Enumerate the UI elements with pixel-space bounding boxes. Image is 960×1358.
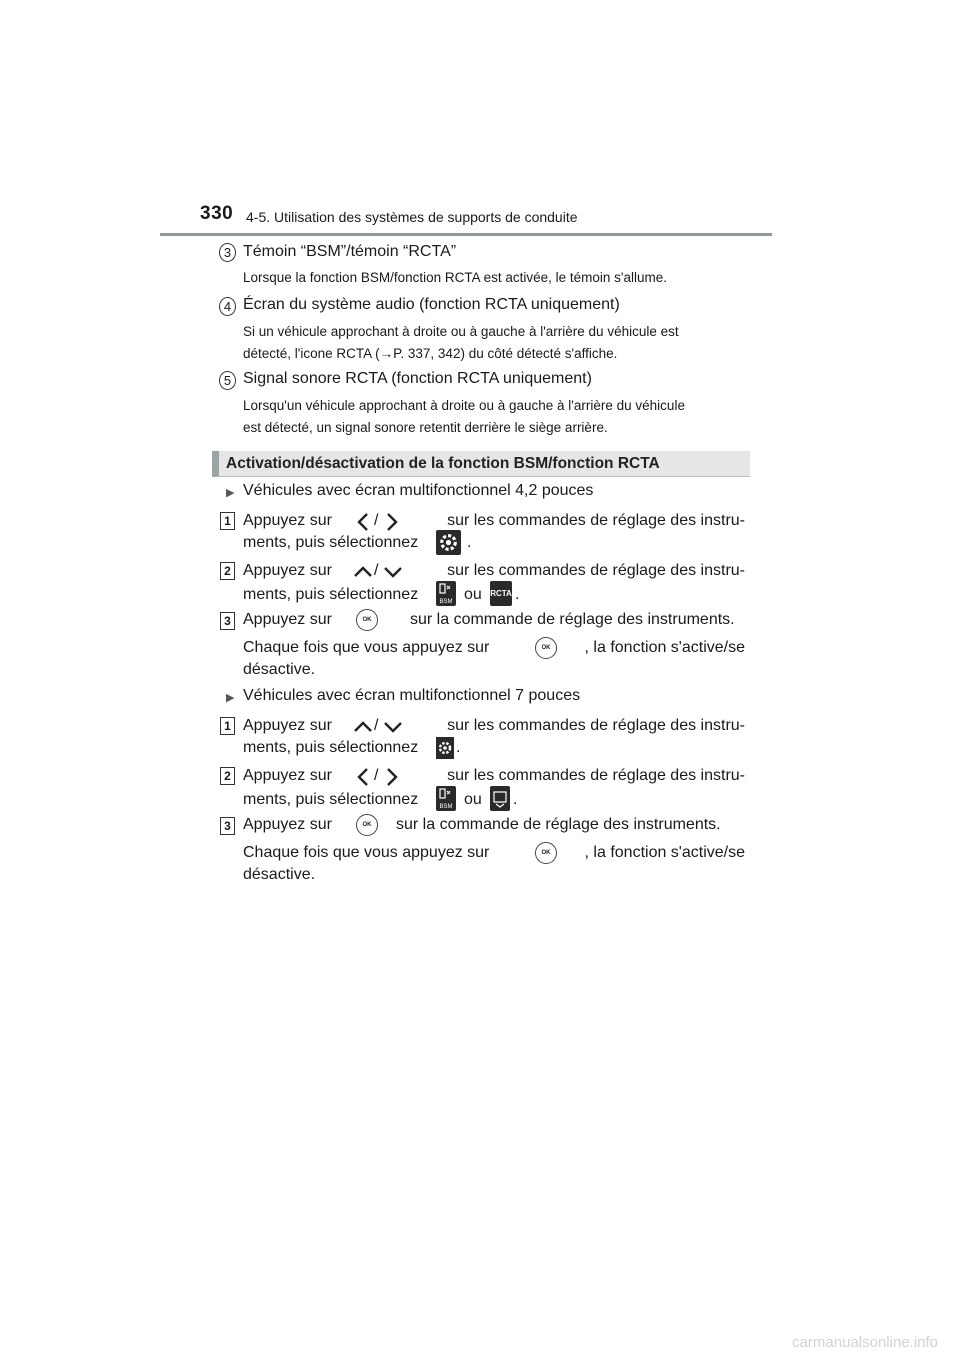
chevron-left-icon xyxy=(356,512,370,532)
bsm-icon xyxy=(436,786,456,811)
step-text: Appuyez sur xyxy=(243,816,332,833)
step-text: ments, puis sélectionnez xyxy=(243,534,419,551)
watermark: carmanualsonline.info xyxy=(792,1334,938,1351)
item-body-3 xyxy=(243,267,745,289)
ok-button-icon: OK xyxy=(356,609,378,631)
item-body-line: Si un véhicule approchant à droite ou à gauche à l'arrière du véhicule est xyxy=(243,324,679,339)
header-divider xyxy=(160,233,772,236)
bsm-icon xyxy=(436,581,456,606)
step-text: Appuyez sur xyxy=(243,512,332,529)
note-line xyxy=(243,864,745,886)
item-number-3: 3 xyxy=(219,243,236,262)
rcta-icon: RCTA xyxy=(490,581,512,606)
item-body-line: Lorsque la fonction BSM/fonction RCTA est activée, le témoin s'allume. xyxy=(243,270,668,285)
note-text: , la fonction s'active/se xyxy=(584,639,745,656)
item-number-5: 5 xyxy=(219,371,236,390)
triangle-bullet-icon: ▶ xyxy=(226,487,235,499)
chevron-left-icon xyxy=(356,767,370,787)
note-line xyxy=(243,637,745,659)
chevron-right-icon xyxy=(385,767,399,787)
bsm-icon-label: BSM xyxy=(439,804,453,810)
step-line xyxy=(243,584,745,606)
chevron-down-icon xyxy=(383,565,403,579)
chevron-right-icon xyxy=(385,512,399,532)
step-line xyxy=(243,560,745,582)
section-title: Activation/désactivation de la fonction BSM/fonction RCTA xyxy=(226,455,660,472)
chevron-up-icon xyxy=(353,720,373,734)
triangle-bullet-icon: ▶ xyxy=(226,692,235,704)
item-number-4: 4 xyxy=(219,297,236,316)
item-title-5: Signal sonore RCTA (fonction RCTA uniquement) xyxy=(243,370,592,387)
note-text: désactive. xyxy=(243,661,316,678)
ok-button-icon: OK xyxy=(535,637,557,659)
step-text: ou xyxy=(464,791,482,808)
item-title-4: Écran du système audio (fonction RCTA uniquement) xyxy=(243,296,620,313)
step-text: ments, puis sélectionnez xyxy=(243,586,419,603)
note-line xyxy=(243,842,745,864)
step-number-box: 3 xyxy=(220,612,235,630)
item-body-4 xyxy=(243,321,745,365)
step-text: . xyxy=(456,739,461,756)
step-text: sur les commandes de réglage des instru- xyxy=(447,767,745,784)
step-text: Appuyez sur xyxy=(243,611,332,628)
chapter-header: 4-5. Utilisation des systèmes de supports de conduite xyxy=(246,209,578,225)
step-text: Appuyez sur xyxy=(243,767,332,784)
chevron-down-icon xyxy=(383,720,403,734)
separator-text: / xyxy=(374,562,379,579)
step-line xyxy=(243,789,745,811)
item-body-line: Lorsqu'un véhicule approchant à droite ou à gauche à l'arrière du véhicule xyxy=(243,398,685,413)
item-body-line: détecté, l'icone RCTA (→P. 337, 342) du côté détecté s'affiche. xyxy=(243,346,618,361)
separator-text: / xyxy=(374,767,379,784)
variant-label-4-2: Véhicules avec écran multifonctionnel 4,2 pouces xyxy=(243,482,594,499)
step-text: sur les commandes de réglage des instru- xyxy=(447,512,745,529)
step-text: . xyxy=(513,791,518,808)
step-text: sur la commande de réglage des instruments. xyxy=(396,816,721,833)
ok-button-icon: OK xyxy=(535,842,557,864)
step-line xyxy=(243,510,745,532)
step-text: . xyxy=(467,534,472,551)
step-text: Appuyez sur xyxy=(243,717,332,734)
rcta-icon xyxy=(490,786,510,811)
item-body-line: est détecté, un signal sonore retentit derrière le siège arrière. xyxy=(243,420,608,435)
step-text: sur les commandes de réglage des instru- xyxy=(447,717,745,734)
item-body-5 xyxy=(243,395,745,439)
step-line xyxy=(243,765,745,787)
item-title-3: Témoin “BSM”/témoin “RCTA” xyxy=(243,243,457,260)
step-text: Appuyez sur xyxy=(243,562,332,579)
note-text: , la fonction s'active/se xyxy=(584,844,745,861)
step-number-box: 1 xyxy=(220,512,235,530)
step-text: sur la commande de réglage des instruments. xyxy=(410,611,735,628)
step-line xyxy=(243,609,745,631)
separator-text: / xyxy=(374,512,379,529)
separator-text: / xyxy=(374,717,379,734)
gear-icon xyxy=(436,737,454,759)
step-text: . xyxy=(515,586,520,603)
note-text: Chaque fois que vous appuyez sur xyxy=(243,844,490,861)
step-line xyxy=(243,532,745,554)
step-text: sur les commandes de réglage des instru- xyxy=(447,562,745,579)
note-line xyxy=(243,659,745,681)
step-text: ments, puis sélectionnez xyxy=(243,791,419,808)
step-text: ou xyxy=(464,586,482,603)
ok-button-icon: OK xyxy=(356,814,378,836)
step-number-box: 2 xyxy=(220,562,235,580)
step-line xyxy=(243,715,745,737)
note-text: Chaque fois que vous appuyez sur xyxy=(243,639,490,656)
gear-icon xyxy=(436,530,461,555)
note-text: désactive. xyxy=(243,866,316,883)
page-number: 330 xyxy=(200,203,234,224)
step-text: ments, puis sélectionnez xyxy=(243,739,419,756)
chevron-up-icon xyxy=(353,565,373,579)
step-line xyxy=(243,814,745,836)
bsm-icon-label: BSM xyxy=(439,599,453,605)
variant-label-7: Véhicules avec écran multifonctionnel 7 pouces xyxy=(243,687,581,704)
step-number-box: 3 xyxy=(220,817,235,835)
step-number-box: 2 xyxy=(220,767,235,785)
step-number-box: 1 xyxy=(220,717,235,735)
step-line xyxy=(243,737,745,759)
